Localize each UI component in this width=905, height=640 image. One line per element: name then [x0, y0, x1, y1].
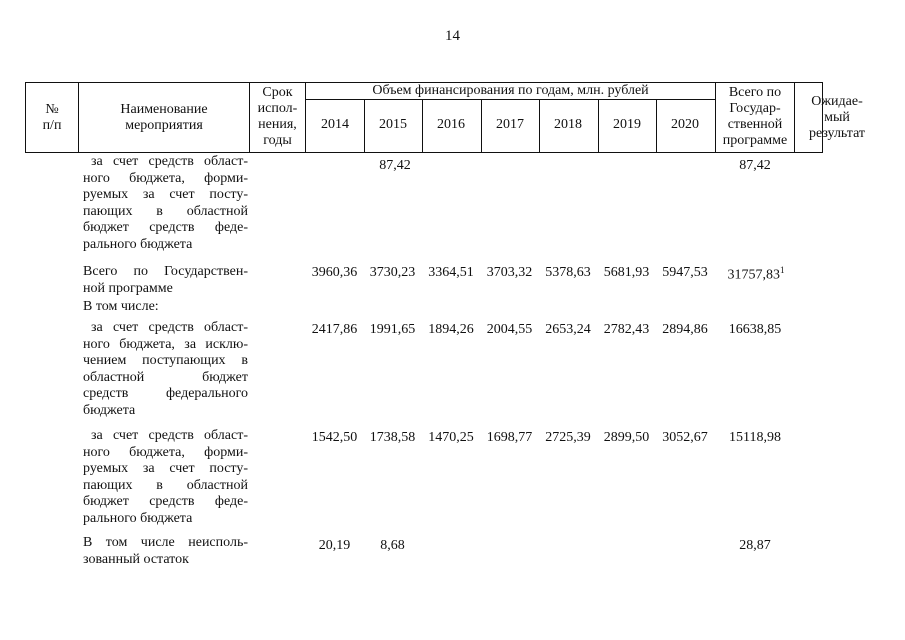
header-term: Срок испол- нения, годы — [257, 85, 298, 148]
cell-value: 1542,50 — [311, 430, 358, 445]
cell-value: 2725,39 — [545, 430, 591, 445]
cell-total: 15118,98 — [729, 430, 781, 445]
header-bottom-border — [25, 152, 823, 153]
cell-total: 87,42 — [739, 158, 771, 173]
cell-value: 2653,24 — [545, 322, 591, 337]
cell-total: 28,87 — [739, 538, 771, 553]
row-description: В том числе: — [83, 299, 159, 314]
cell-value: 20,19 — [318, 538, 351, 553]
cell-value: 8,68 — [380, 538, 405, 553]
cell-value: 2782,43 — [603, 322, 650, 337]
header-number: № п/п — [42, 102, 62, 133]
header-year: 2020 — [671, 117, 699, 132]
cell-value: 1738,58 — [369, 430, 416, 445]
row-description: за счет средств област- ного бюджета, за исклю- чением поступающих в областной бюджет средств федерального бюджета — [83, 320, 248, 418]
header-result: Ожидае- мый результат — [808, 94, 866, 141]
cell-value: 2004,55 — [486, 322, 533, 337]
cell-value: 5378,63 — [545, 265, 591, 280]
cell-value: 2899,50 — [603, 430, 650, 445]
cell-value: 3730,23 — [369, 265, 416, 280]
cell-value: 5681,93 — [603, 265, 650, 280]
cell-value: 2894,86 — [662, 322, 708, 337]
header-year: 2018 — [554, 117, 582, 132]
header-year: 2016 — [437, 117, 465, 132]
cell-total: 16638,85 — [728, 322, 782, 337]
cell-value: 2417,86 — [311, 322, 358, 337]
cell-value: 3052,67 — [662, 430, 708, 445]
cell-total: 31757,83$^1$ — [727, 265, 785, 283]
header-year: 2014 — [321, 117, 349, 132]
footnote-mark: 1 — [780, 265, 785, 275]
cell-value: 5947,53 — [662, 265, 708, 280]
cell-value: 3364,51 — [428, 265, 474, 280]
cell-value: 3960,36 — [311, 265, 358, 280]
cell-value: 1991,65 — [369, 322, 416, 337]
funding-subheader-line — [305, 99, 715, 100]
row-description: В том числе неисполь- зованный остаток — [83, 535, 248, 567]
header-year: 2019 — [613, 117, 641, 132]
row-description: за счет средств област- ного бюджета, форми- руемых за счет посту- пающих в областной бюджет средств феде- рального бюджета — [83, 428, 248, 526]
cell-value: 1894,26 — [428, 322, 474, 337]
page-number: 14 — [445, 28, 460, 44]
row-description: за счет средств област- ного бюджета, форми- руемых за счет посту- пающих в областной бюджет средств феде- рального бюджета — [83, 154, 248, 252]
cell-value: 3703,32 — [486, 265, 533, 280]
header-funding-title: Объем финансирования по годам, млн. рублей — [372, 83, 649, 98]
row-description: Всего по Государствен- ной программе — [83, 264, 248, 296]
cell-value: 1698,77 — [486, 430, 533, 445]
header-total: Всего по Государ- ственной программе — [722, 85, 788, 148]
cell-value: 1470,25 — [428, 430, 474, 445]
cell-value: 87,42 — [379, 158, 411, 173]
header-year: 2017 — [496, 117, 524, 132]
header-year: 2015 — [379, 117, 407, 132]
header-name: Наименование мероприятия — [120, 102, 208, 133]
